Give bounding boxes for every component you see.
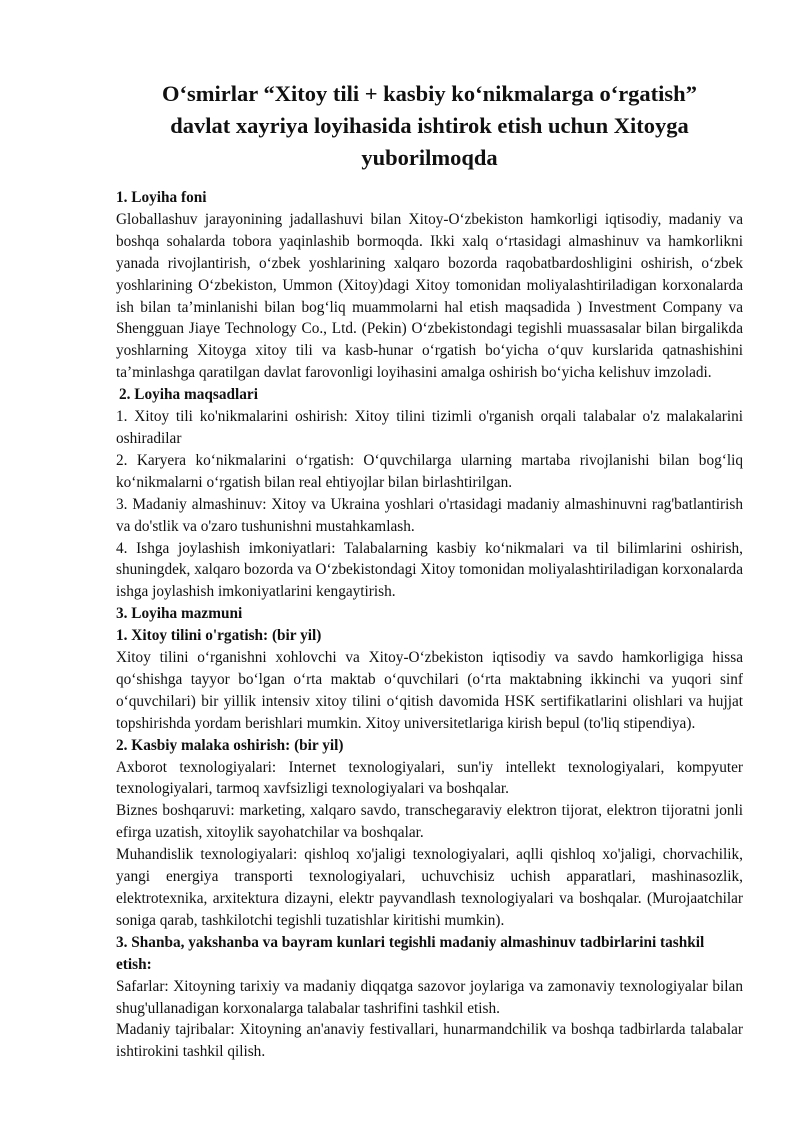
goal-item: 2. Karyera ko‘nikmalarini o‘rgatish: O‘quvchilarga ularning martaba rivojlanishi bilan bog‘liq ko‘nikmalarni o‘rgatish bilan real ehtiyojlar bilan birlashtirilgan. — [116, 451, 743, 491]
document-title — [116, 78, 743, 174]
subsection-heading-professional-training: 2. Kasbiy malaka oshirish: (bir yil) — [116, 736, 344, 754]
training-item: Biznes boshqaruvi: marketing, xalqaro savdo, transchegaraviy elektron tijorat, elektron tijoratni jonli efirga uzatish, xitoylik sayohatchilar va boshqalar. — [116, 802, 743, 842]
title-line: yuborilmoqda — [361, 145, 498, 170]
document-body — [116, 187, 743, 1063]
goal-item: 4. Ishga joylashish imkoniyatlari: Talabalarning kasbiy ko‘nikmalari va til bilimlarini oshirish, shuningdek, xalqaro bozorda va O‘zbekistondagi Xitoy tomonidan moliyalashtiriladigan korxonalarda ishga joylashish imkoniyatlarini kengaytirish. — [116, 539, 743, 601]
cultural-item: Safarlar: Xitoyning tarixiy va madaniy diqqatga sazovor joylariga va zamonaviy texnologiyalar bilan shug'ullanadigan korxonalarga talabalar tashrifini tashkil etish. — [116, 977, 743, 1017]
section-heading-content: 3. Loyiha mazmuni — [116, 605, 243, 623]
subsection-paragraph-chinese-language: Xitoy tilini o‘rganishni xohlovchi va Xitoy-O‘zbekiston iqtisodiy va savdo hamkorligiga hissa qo‘shishga tayyor bo‘lgan o‘rta maktab o‘quvchilari (o‘rta maktabning ikkinchi va yuqori sinf o‘quvchilari) bir yillik intensiv xitoy tilini o‘qitish davomida HSK sertifikatlarini olishlari va hujjat topshirishda yordam berishlari mumkin. Xitoy universitetlariga kirish bepul (to'liq stipendiya). — [116, 649, 743, 732]
section-heading-goals: 2. Loyiha maqsadlari — [119, 386, 258, 404]
subsection-heading-chinese-language: 1. Xitoy tilini o'rgatish: (bir yil) — [116, 627, 322, 645]
goal-item: 1. Xitoy tili ko'nikmalarini oshirish: Xitoy tilini tizimli o'rganish orqali talabalar o'z malakalarini oshiradilar — [116, 408, 743, 447]
section-paragraph-background: Globallashuv jarayonining jadallashuvi bilan Xitoy-O‘zbekiston hamkorligi iqtisodiy, madaniy va boshqa sohalarda tobora yaqinlashib bormoqda. Ikki xalq o‘rtasidagi almashinuv va hamkorlikni yanada rivojlantirish, o‘zbek yoshlarining xalqaro bozorda raqobatbardoshligini oshirish, o‘zbek yoshlarining O‘zbekiston, Ummon (Xitoy)dagi Xitoy tomonidan moliyalashtiriladigan korxonalarda ish bilan ta’minlanishi bilan bog‘liq muammolarni hal etish maqsadida ) Investment Company va Shengguan Jiaye Technology Co., Ltd. (Pekin) O‘zbekistondagi tegishli muassasalar bilan birgalikda yoshlarning Xitoyga xitoy tili va kasb-hunar o‘rgatish bo‘yicha o‘quv kurslarida qatnashishini ta’minlashga qaratilgan davlat farovonligi loyihasini amalga oshirish bo‘yicha kelishuv imzoladi. — [116, 210, 743, 382]
title-line: davlat xayriya loyihasida ishtirok etish uchun Xitoyga — [170, 113, 689, 138]
training-item: Axborot texnologiyalari: Internet texnologiyalari, sun'iy intellekt texnologiyalari, kompyuter texnologiyalari, tarmoq xavfsizligi texnologiyalari va boshqalar. — [116, 758, 743, 798]
training-item: Muhandislik texnologiyalari: qishloq xo'jaligi texnologiyalari, aqlli qishloq xo'jaligi, chorvachilik, yangi energiya transporti texnologiyalari, uchuvchisiz uchish apparatlari, mashinasozlik, elektrotexnika, arxitektura dizayni, elektr payvandlash texnologiyalari va boshqalar. (Murojaatchilar soniga qarab, tashkilotchi tegishli tuzatishlar kiritishi mumkin). — [116, 846, 743, 929]
section-heading-background: 1. Loyiha foni — [116, 189, 207, 206]
cultural-item: Madaniy tajribalar: Xitoyning an'anaviy festivallari, hunarmandchilik va boshqa tadbirlarda talabalar ishtirokini tashkil qilish. — [116, 1021, 743, 1061]
subsection-heading-cultural-exchange: 3. Shanba, yakshanba va bayram kunlari tegishli madaniy almashinuv tadbirlarini tashkil etish: — [116, 933, 705, 973]
title-line: O‘smirlar “Xitoy tili + kasbiy ko‘nikmalarga o‘rgatish” — [162, 81, 697, 106]
goal-item: 3. Madaniy almashinuv: Xitoy va Ukraina yoshlari o'rtasidagi madaniy almashinuvni rag'batlantirish va do'stlik va o'zaro tushunishni mustahkamlash. — [116, 495, 743, 535]
